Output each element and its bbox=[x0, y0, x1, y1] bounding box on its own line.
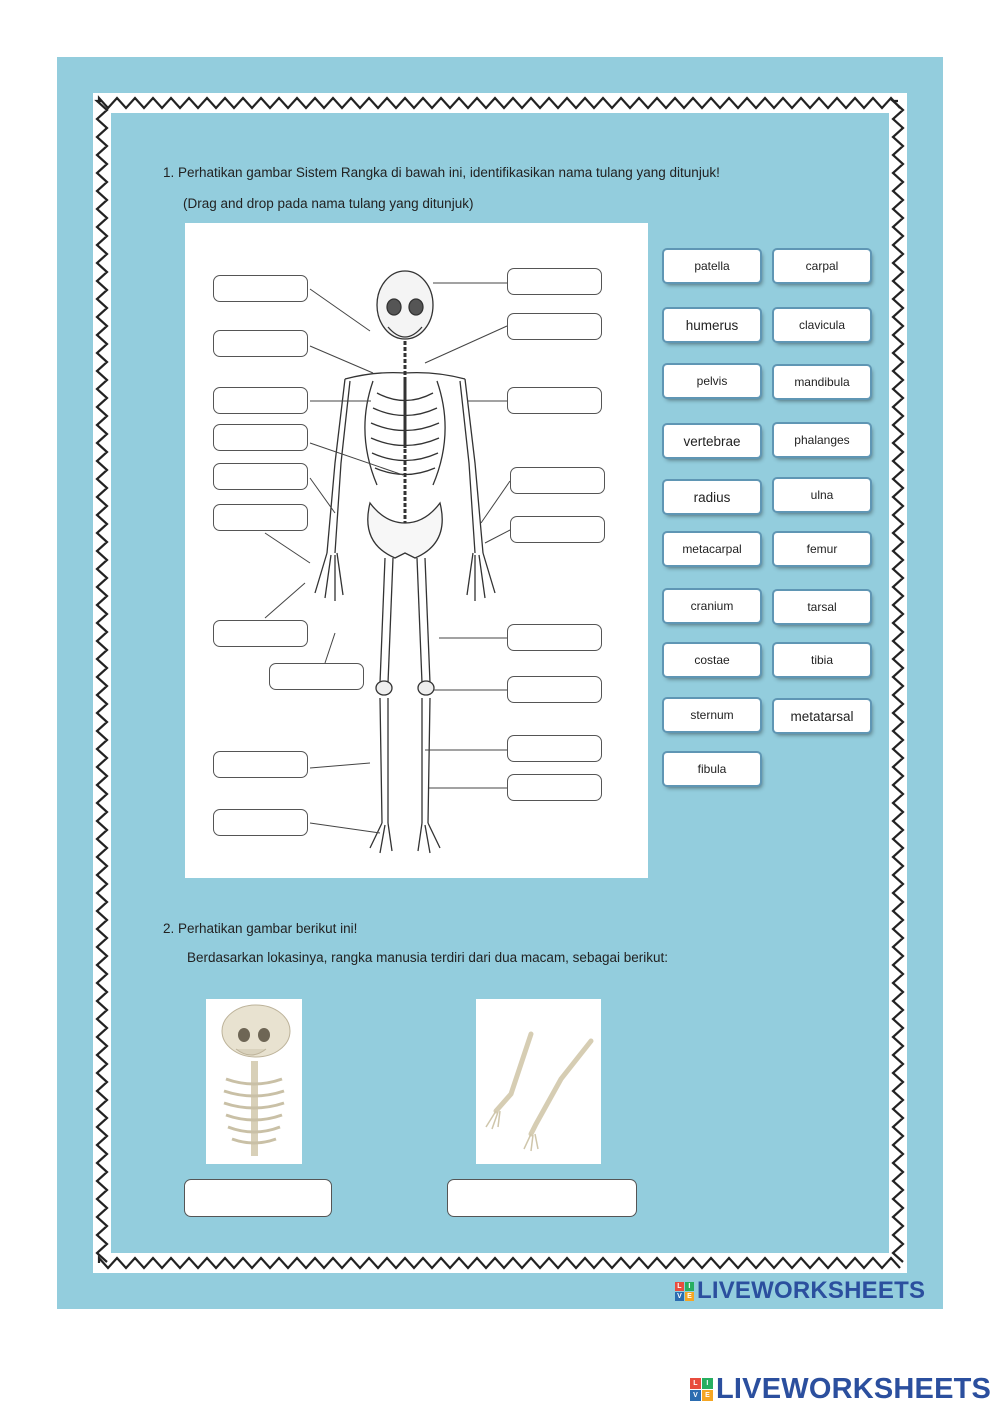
word-chip[interactable]: metacarpal bbox=[664, 533, 760, 565]
word-chip[interactable]: clavicula bbox=[774, 309, 870, 341]
drop-zone[interactable] bbox=[507, 624, 602, 651]
drop-zone[interactable] bbox=[213, 504, 308, 531]
drop-zone[interactable] bbox=[269, 663, 364, 690]
logo-letter: E bbox=[702, 1390, 713, 1401]
word-chip[interactable]: humerus bbox=[664, 309, 760, 341]
word-chip[interactable]: metatarsal bbox=[774, 700, 870, 732]
drop-zone[interactable] bbox=[213, 463, 308, 490]
drop-zone[interactable] bbox=[213, 387, 308, 414]
drop-zone[interactable] bbox=[507, 676, 602, 703]
appendicular-skeleton-image bbox=[476, 999, 601, 1164]
brand-name: LIVEWORKSHEETS bbox=[697, 1277, 926, 1304]
drop-zone[interactable] bbox=[213, 809, 308, 836]
drop-zone[interactable] bbox=[510, 467, 605, 494]
word-chip[interactable]: sternum bbox=[664, 699, 760, 731]
logo-letter: V bbox=[675, 1292, 684, 1301]
logo-letter: I bbox=[702, 1378, 713, 1389]
word-chip[interactable]: phalanges bbox=[774, 424, 870, 456]
word-chip[interactable]: tarsal bbox=[774, 591, 870, 623]
logo-letter: L bbox=[690, 1378, 701, 1389]
question-1-title: 1. Perhatikan gambar Sistem Rangka di bawah ini, identifikasikan nama tulang yang ditunjuk! bbox=[163, 165, 720, 180]
word-chip[interactable]: mandibula bbox=[774, 366, 870, 398]
word-chip[interactable]: patella bbox=[664, 250, 760, 282]
skeleton-diagram bbox=[185, 223, 648, 878]
word-chip[interactable]: fibula bbox=[664, 753, 760, 785]
axial-skeleton-image bbox=[206, 999, 302, 1164]
drop-zone[interactable] bbox=[507, 313, 602, 340]
word-chip[interactable]: vertebrae bbox=[664, 425, 760, 457]
drop-zone[interactable] bbox=[507, 268, 602, 295]
brand-logo-inner bbox=[675, 1277, 925, 1305]
drop-zone[interactable] bbox=[507, 774, 602, 801]
drop-zone[interactable] bbox=[213, 620, 308, 647]
word-chip[interactable]: tibia bbox=[774, 644, 870, 676]
question-1-instruction: (Drag and drop pada nama tulang yang ditunjuk) bbox=[183, 196, 474, 211]
word-chip[interactable]: cranium bbox=[664, 590, 760, 622]
word-chip[interactable]: pelvis bbox=[664, 365, 760, 397]
word-chip[interactable]: costae bbox=[664, 644, 760, 676]
brand-logo-footer bbox=[690, 1373, 991, 1406]
brand-logo-icon bbox=[690, 1378, 713, 1401]
drop-zone[interactable] bbox=[213, 751, 308, 778]
question-2-text: Berdasarkan lokasinya, rangka manusia terdiri dari dua macam, sebagai berikut: bbox=[187, 950, 668, 965]
answer-field-axial[interactable] bbox=[184, 1179, 332, 1217]
drop-zone[interactable] bbox=[510, 516, 605, 543]
brand-name: LIVEWORKSHEETS bbox=[716, 1373, 992, 1405]
word-chip[interactable]: femur bbox=[774, 533, 870, 565]
word-chip[interactable]: ulna bbox=[774, 479, 870, 511]
drop-zone[interactable] bbox=[213, 330, 308, 357]
drop-zone[interactable] bbox=[507, 735, 602, 762]
brand-logo-icon bbox=[675, 1282, 694, 1301]
logo-letter: I bbox=[685, 1282, 694, 1291]
answer-field-appendicular[interactable] bbox=[447, 1179, 637, 1217]
drop-zone[interactable] bbox=[507, 387, 602, 414]
logo-letter: L bbox=[675, 1282, 684, 1291]
question-2-title: 2. Perhatikan gambar berikut ini! bbox=[163, 921, 358, 936]
logo-letter: E bbox=[685, 1292, 694, 1301]
word-chip[interactable]: carpal bbox=[774, 250, 870, 282]
drop-zone[interactable] bbox=[213, 275, 308, 302]
word-chip[interactable]: radius bbox=[664, 481, 760, 513]
drop-zone[interactable] bbox=[213, 424, 308, 451]
logo-letter: V bbox=[690, 1390, 701, 1401]
